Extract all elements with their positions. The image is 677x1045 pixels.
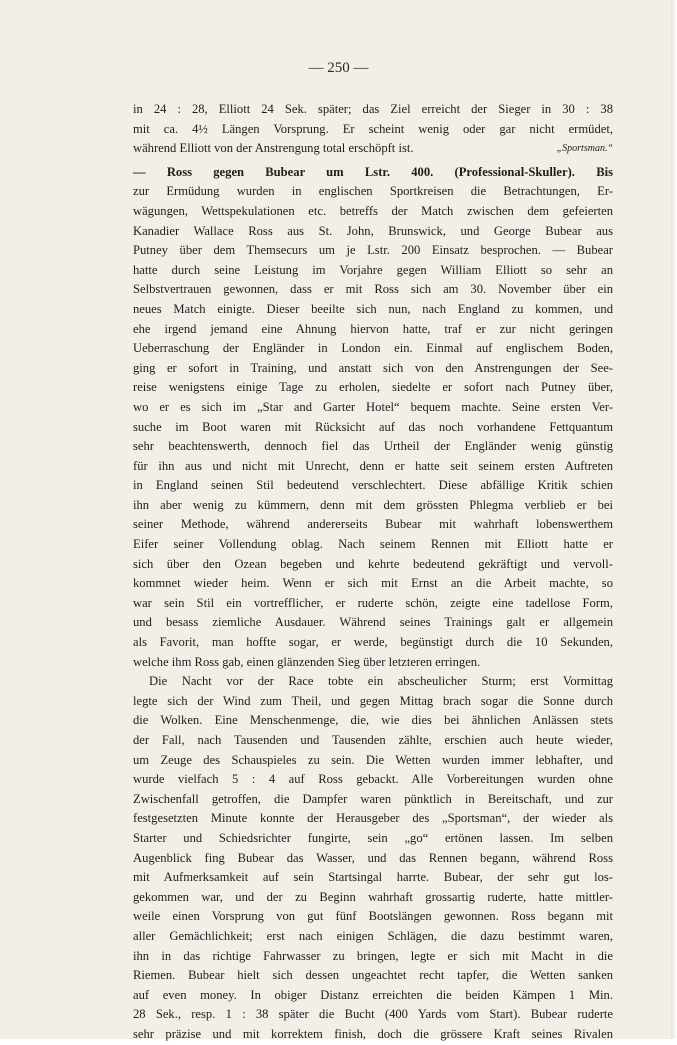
text-line: und besass ziemliche Ausdauer. Während seines Trainings galt er allgemein bbox=[133, 615, 613, 630]
text-line: welche ihm Ross gab, einen glänzenden Sieg über letzteren erringen. bbox=[133, 654, 481, 669]
text-line: wurde vielfach 5 : 4 auf Ross gebackt. Alle Vorbereitungen wurden ohne bbox=[133, 772, 613, 787]
paragraph bbox=[133, 672, 613, 1044]
text-line: ehe irgend jemand eine Ahnung hiervon hatte, traf er zur nicht geringen bbox=[133, 321, 613, 336]
paragraph bbox=[133, 100, 613, 159]
page-number: — 250 — bbox=[308, 60, 369, 76]
text-line: 28 Sek., resp. 1 : 38 später die Bucht (400 Yards vom Start). Bubear ruderte bbox=[133, 1007, 613, 1022]
text-line: reise wenigstens einige Tage zu erholen, siedelte er sofort nach Putney über, bbox=[133, 380, 613, 395]
text-line: ihn in das richtige Fahrwasser zu bringen, legte er sich mit Macht in die bbox=[133, 948, 613, 963]
text-line: Starter und Schiedsrichter fungirte, sein „go“ ertönen lassen. Im selben bbox=[133, 830, 613, 845]
text-line: sehr präzise und mit korrektem finish, doch die grössere Kraft seines Rivalen bbox=[133, 1026, 613, 1041]
text-line: Riemen. Bubear hielt sich dessen ungeachtet recht tapfer, die Wetten sanken bbox=[133, 968, 613, 983]
text-line: gekommen war, und der zu Beginn wahrhaft grossartig ruderte, hatte mittler- bbox=[133, 889, 613, 904]
paragraph bbox=[133, 163, 613, 672]
text-line: sehr beachtenswerth, dennoch fiel das Urtheil der Engländer wenig günstig bbox=[133, 439, 613, 454]
text-line: wägungen, Wettspekulationen etc. betreffs der Match zwischen dem gefeierten bbox=[133, 203, 613, 218]
text-line: auf even money. In obiger Distanz erreichten die beiden Kämpen 1 Min. bbox=[133, 987, 613, 1002]
text-line: festgesetzten Minute konnte der Herausgeber des „Sportsman“, der wieder als bbox=[133, 811, 613, 826]
text-line: Putney über dem Themsecurs um je Lstr. 200 Einsatz besprochen. — Bubear bbox=[133, 243, 613, 258]
text-line: — Ross gegen Bubear um Lstr. 400. (Professional-Skuller). Bis bbox=[133, 164, 613, 179]
text-line: Ueberraschung der Engländer in London ein. Einmal auf englischem Boden, bbox=[133, 341, 613, 356]
text-line: mit Aufmerksamkeit auf sein Startsingal harrte. Bubear, der sehr gut los- bbox=[133, 870, 613, 885]
text-line: neues Match einigte. Dieser beeilte sich nun, nach England zu kommen, und bbox=[133, 301, 613, 316]
page-edge bbox=[671, 0, 677, 1039]
text-line: zur Ermüdung wurden in englischen Sportkreisen die Betrachtungen, Er- bbox=[133, 184, 613, 199]
text-line: Eifer seiner Vollendung oblag. Nach seinem Rennen mit Elliott hatte er bbox=[133, 537, 613, 552]
text-line: wo er es sich im „Star and Garter Hotel“ bequem machte. Seine ersten Ver- bbox=[133, 399, 613, 414]
text-line: in 24 : 28, Elliott 24 Sek. später; das Ziel erreicht der Sieger in 30 : 38 bbox=[133, 102, 613, 116]
text-line: Kanadier Wallace Ross aus St. John, Brunswick, und George Bubear aus bbox=[133, 223, 613, 238]
text-line: legte sich der Wind zum Theil, und gegen Mittag brach sogar die Sonne durch bbox=[133, 693, 613, 708]
text-line: als Favorit, man hoffte sogar, er werde, begünstigt durch die 10 Sekunden, bbox=[133, 635, 613, 650]
text-line: Selbstvertrauen gewonnen, dass er mit Ross sich am 30. November über ein bbox=[133, 282, 613, 297]
text-line: Augenblick fing Bubear das Wasser, und das Rennen begann, während Ross bbox=[133, 850, 613, 865]
text-line: um Zeuge des Schauspieles zu sein. Die Wetten wurden immer lebhafter, und bbox=[133, 752, 613, 767]
text-line: sich über den Ozean begeben und kehrte bedeutend gekräftigt und vervoll- bbox=[133, 556, 613, 571]
page-text bbox=[133, 100, 613, 1045]
text-line: suche im Boot waren mit Rücksicht auf das noch vorhandene Fettquantum bbox=[133, 419, 613, 434]
text-line: ihn aber wenig zu kümmern, denn mit dem grössten Phlegma verblieb er bei bbox=[133, 497, 613, 512]
text-line: Die Nacht vor der Race tobte ein abscheulicher Sturm; erst Vormittag bbox=[149, 674, 613, 689]
text-line: für ihn aus und nicht mit Unrecht, denn er hatte seit seinem ersten Auftreten bbox=[133, 458, 613, 473]
text-line: seiner Methode, während andererseits Bubear mit wahrhaft lobenswerthem bbox=[133, 517, 613, 532]
text-line: war sein Stil ein vortrefflicher, er ruderte schön, zeigte eine tadellose Form, bbox=[133, 595, 613, 610]
text-line: während Elliott von der Anstrengung total erschöpft ist. bbox=[133, 141, 414, 156]
text-line: hatte durch seine Leistung im Vorjahre gegen William Elliott so sehr an bbox=[133, 262, 613, 277]
text-line: ging er sofort in Training, und anstatt sich von den Anstrengungen der See- bbox=[133, 360, 613, 375]
text-line: mit ca. 4½ Längen Vorsprung. Er scheint wenig oder gar nicht ermüdet, bbox=[133, 121, 613, 136]
text-line: die Wolken. Eine Menschenmenge, die, wie dies bei ähnlichen Anlässen stets bbox=[133, 713, 613, 728]
text-line: in England seinen Stil bedeutend verschlechtert. Diese abfällige Kritik schien bbox=[133, 478, 613, 493]
text-line: der Fall, nach Tausenden und Tausenden zählte, erschien auch heute wieder, bbox=[133, 733, 613, 747]
text-line: Zwischenfall getroffen, die Dampfer waren pünktlich in Bereitschaft, und zur bbox=[133, 791, 613, 806]
text-line: aller Gemächlichkeit; erst nach einigen Schlägen, die dazu bestimmt waren, bbox=[133, 928, 613, 943]
text-line: kommnet wieder heim. Wenn er sich mit Ernst an die Arbeit machte, so bbox=[133, 576, 613, 591]
text-line: weile einen Vorsprung von gut fünf Bootslängen gewonnen. Ross begann mit bbox=[133, 909, 613, 924]
text-line: „Sportsman.“ bbox=[556, 143, 613, 155]
